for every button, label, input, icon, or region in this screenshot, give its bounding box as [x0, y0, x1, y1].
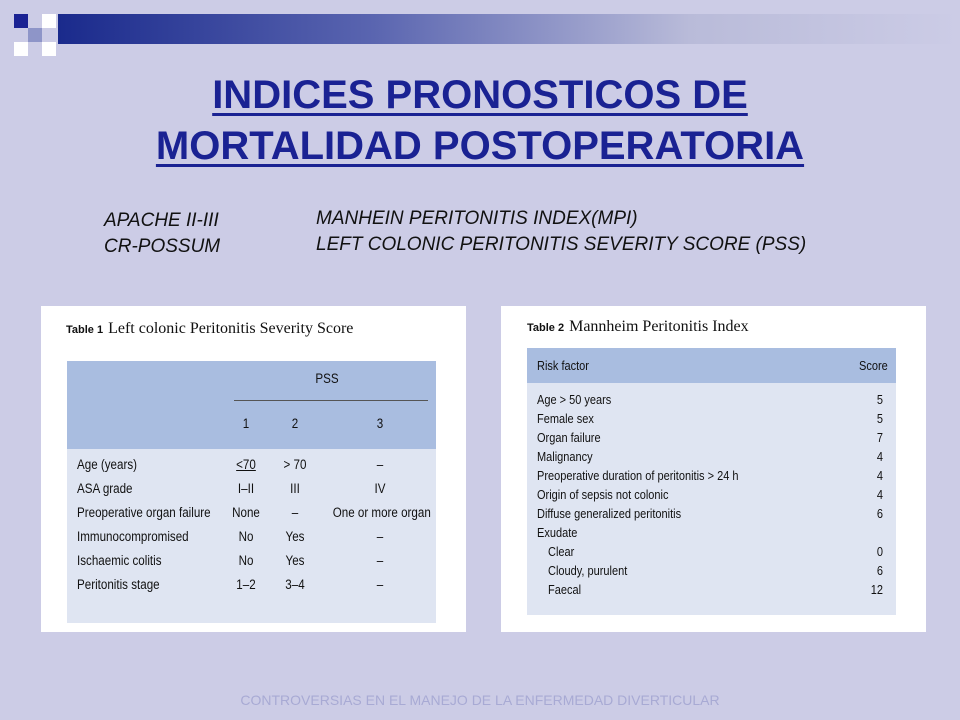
- table1-col-3: 3: [376, 416, 384, 431]
- table2-header-score: Score: [859, 359, 888, 373]
- table-row: [527, 545, 896, 564]
- row-c1: <70: [236, 457, 256, 472]
- row-c2: Yes: [285, 529, 305, 544]
- table1-panel: [41, 306, 466, 632]
- row-factor: Cloudy, purulent: [548, 564, 628, 578]
- row-name: Immunocompromised: [77, 529, 189, 544]
- row-c1: 1–2: [236, 577, 256, 592]
- row-c1: No: [238, 529, 254, 544]
- row-name: Preoperative organ failure: [77, 505, 211, 520]
- table1-col-1: 1: [242, 416, 250, 431]
- title-line-2: MORTALIDAD POSTOPERATORIA: [155, 124, 805, 168]
- row-c3: –: [376, 529, 384, 544]
- decor-square-3: [42, 14, 56, 28]
- row-factor: Preoperative duration of peritonitis > 24 h: [537, 469, 739, 483]
- decor-square-2: [28, 28, 42, 42]
- index-mpi: MANHEIN PERITONITIS INDEX(MPI): [316, 208, 638, 229]
- row-factor: Clear: [548, 545, 575, 559]
- row-score: 12: [870, 583, 883, 597]
- table-row: [527, 507, 896, 526]
- table1-caption: [66, 320, 353, 338]
- decor-square-4: [14, 42, 28, 56]
- table1-header: [67, 361, 436, 449]
- row-score: 6: [876, 564, 883, 578]
- table-row: [527, 412, 896, 431]
- table-row: [67, 481, 436, 505]
- table-row: [527, 583, 896, 602]
- table2-header-factor: Risk factor: [537, 359, 589, 373]
- index-pss: LEFT COLONIC PERITONITIS SEVERITY SCORE (PSS): [316, 234, 807, 255]
- table2-panel: [501, 306, 926, 632]
- table-row: [527, 488, 896, 507]
- table-row: [527, 469, 896, 488]
- table-row: [67, 505, 436, 529]
- table1-title: Left colonic Peritonitis Severity Score: [108, 320, 354, 337]
- row-c1: No: [238, 553, 254, 568]
- table-row: [527, 526, 896, 545]
- row-score: 7: [876, 431, 883, 445]
- row-name: ASA grade: [77, 481, 133, 496]
- row-factor: Diffuse generalized peritonitis: [537, 507, 682, 521]
- row-score: 4: [876, 469, 883, 483]
- indices-left: [104, 208, 220, 260]
- table2-caption: [527, 318, 749, 336]
- row-factor: Organ failure: [537, 431, 601, 445]
- row-c2: –: [291, 505, 299, 520]
- row-factor: Age > 50 years: [537, 393, 612, 407]
- row-score: 4: [876, 450, 883, 464]
- row-factor: Faecal: [548, 583, 582, 597]
- table-row: [527, 431, 896, 450]
- row-c3: –: [376, 457, 384, 472]
- row-name: Ischaemic colitis: [77, 553, 162, 568]
- table-row: [527, 450, 896, 469]
- row-c3: IV: [374, 481, 386, 496]
- row-factor: Exudate: [537, 526, 578, 540]
- table-row: [67, 577, 436, 601]
- row-factor: Origin of sepsis not colonic: [537, 488, 669, 502]
- table2: [527, 348, 896, 615]
- decor-square-1: [14, 14, 28, 28]
- decor-square-5: [42, 42, 56, 56]
- decor-gradient-bar: [58, 14, 960, 44]
- table1-label: Table 1: [66, 324, 104, 336]
- table2-header: [527, 348, 896, 383]
- row-c1: I–II: [237, 481, 255, 496]
- footer: CONTROVERSIAS EN EL MANEJO DE LA ENFERMEDAD DIVERTICULAR: [240, 692, 720, 708]
- table2-title: Mannheim Peritonitis Index: [569, 318, 749, 335]
- table1: [67, 361, 436, 623]
- row-factor: Malignancy: [537, 450, 593, 464]
- table1-col-2: 2: [291, 416, 299, 431]
- index-apache: APACHE II-III: [104, 210, 219, 231]
- table1-header-rule: [234, 400, 428, 401]
- row-score: 0: [876, 545, 883, 559]
- row-c3: –: [376, 577, 384, 592]
- row-c2: > 70: [283, 457, 307, 472]
- row-c2: III: [290, 481, 300, 496]
- row-name: Age (years): [77, 457, 138, 472]
- table-row: [67, 457, 436, 481]
- row-c3: One or more organ: [332, 505, 431, 520]
- row-factor: Female sex: [537, 412, 594, 426]
- row-score: 4: [876, 488, 883, 502]
- page-title: [0, 70, 960, 172]
- row-name: Peritonitis stage: [77, 577, 160, 592]
- table-row: [67, 553, 436, 577]
- table-row: [527, 564, 896, 583]
- table1-group-header: PSS: [315, 371, 339, 386]
- row-score: 5: [876, 393, 883, 407]
- row-score: 5: [876, 412, 883, 426]
- indices-right: [316, 206, 806, 258]
- row-c1: None: [232, 505, 260, 520]
- title-line-1: INDICES PRONOSTICOS DE: [212, 73, 748, 117]
- table-row: [527, 393, 896, 412]
- row-score: 6: [876, 507, 883, 521]
- row-c3: –: [376, 553, 384, 568]
- table-row: [67, 529, 436, 553]
- index-crpossum: CR-POSSUM: [104, 236, 221, 257]
- table2-label: Table 2: [527, 322, 565, 334]
- row-c2: Yes: [285, 553, 305, 568]
- row-c2: 3–4: [285, 577, 305, 592]
